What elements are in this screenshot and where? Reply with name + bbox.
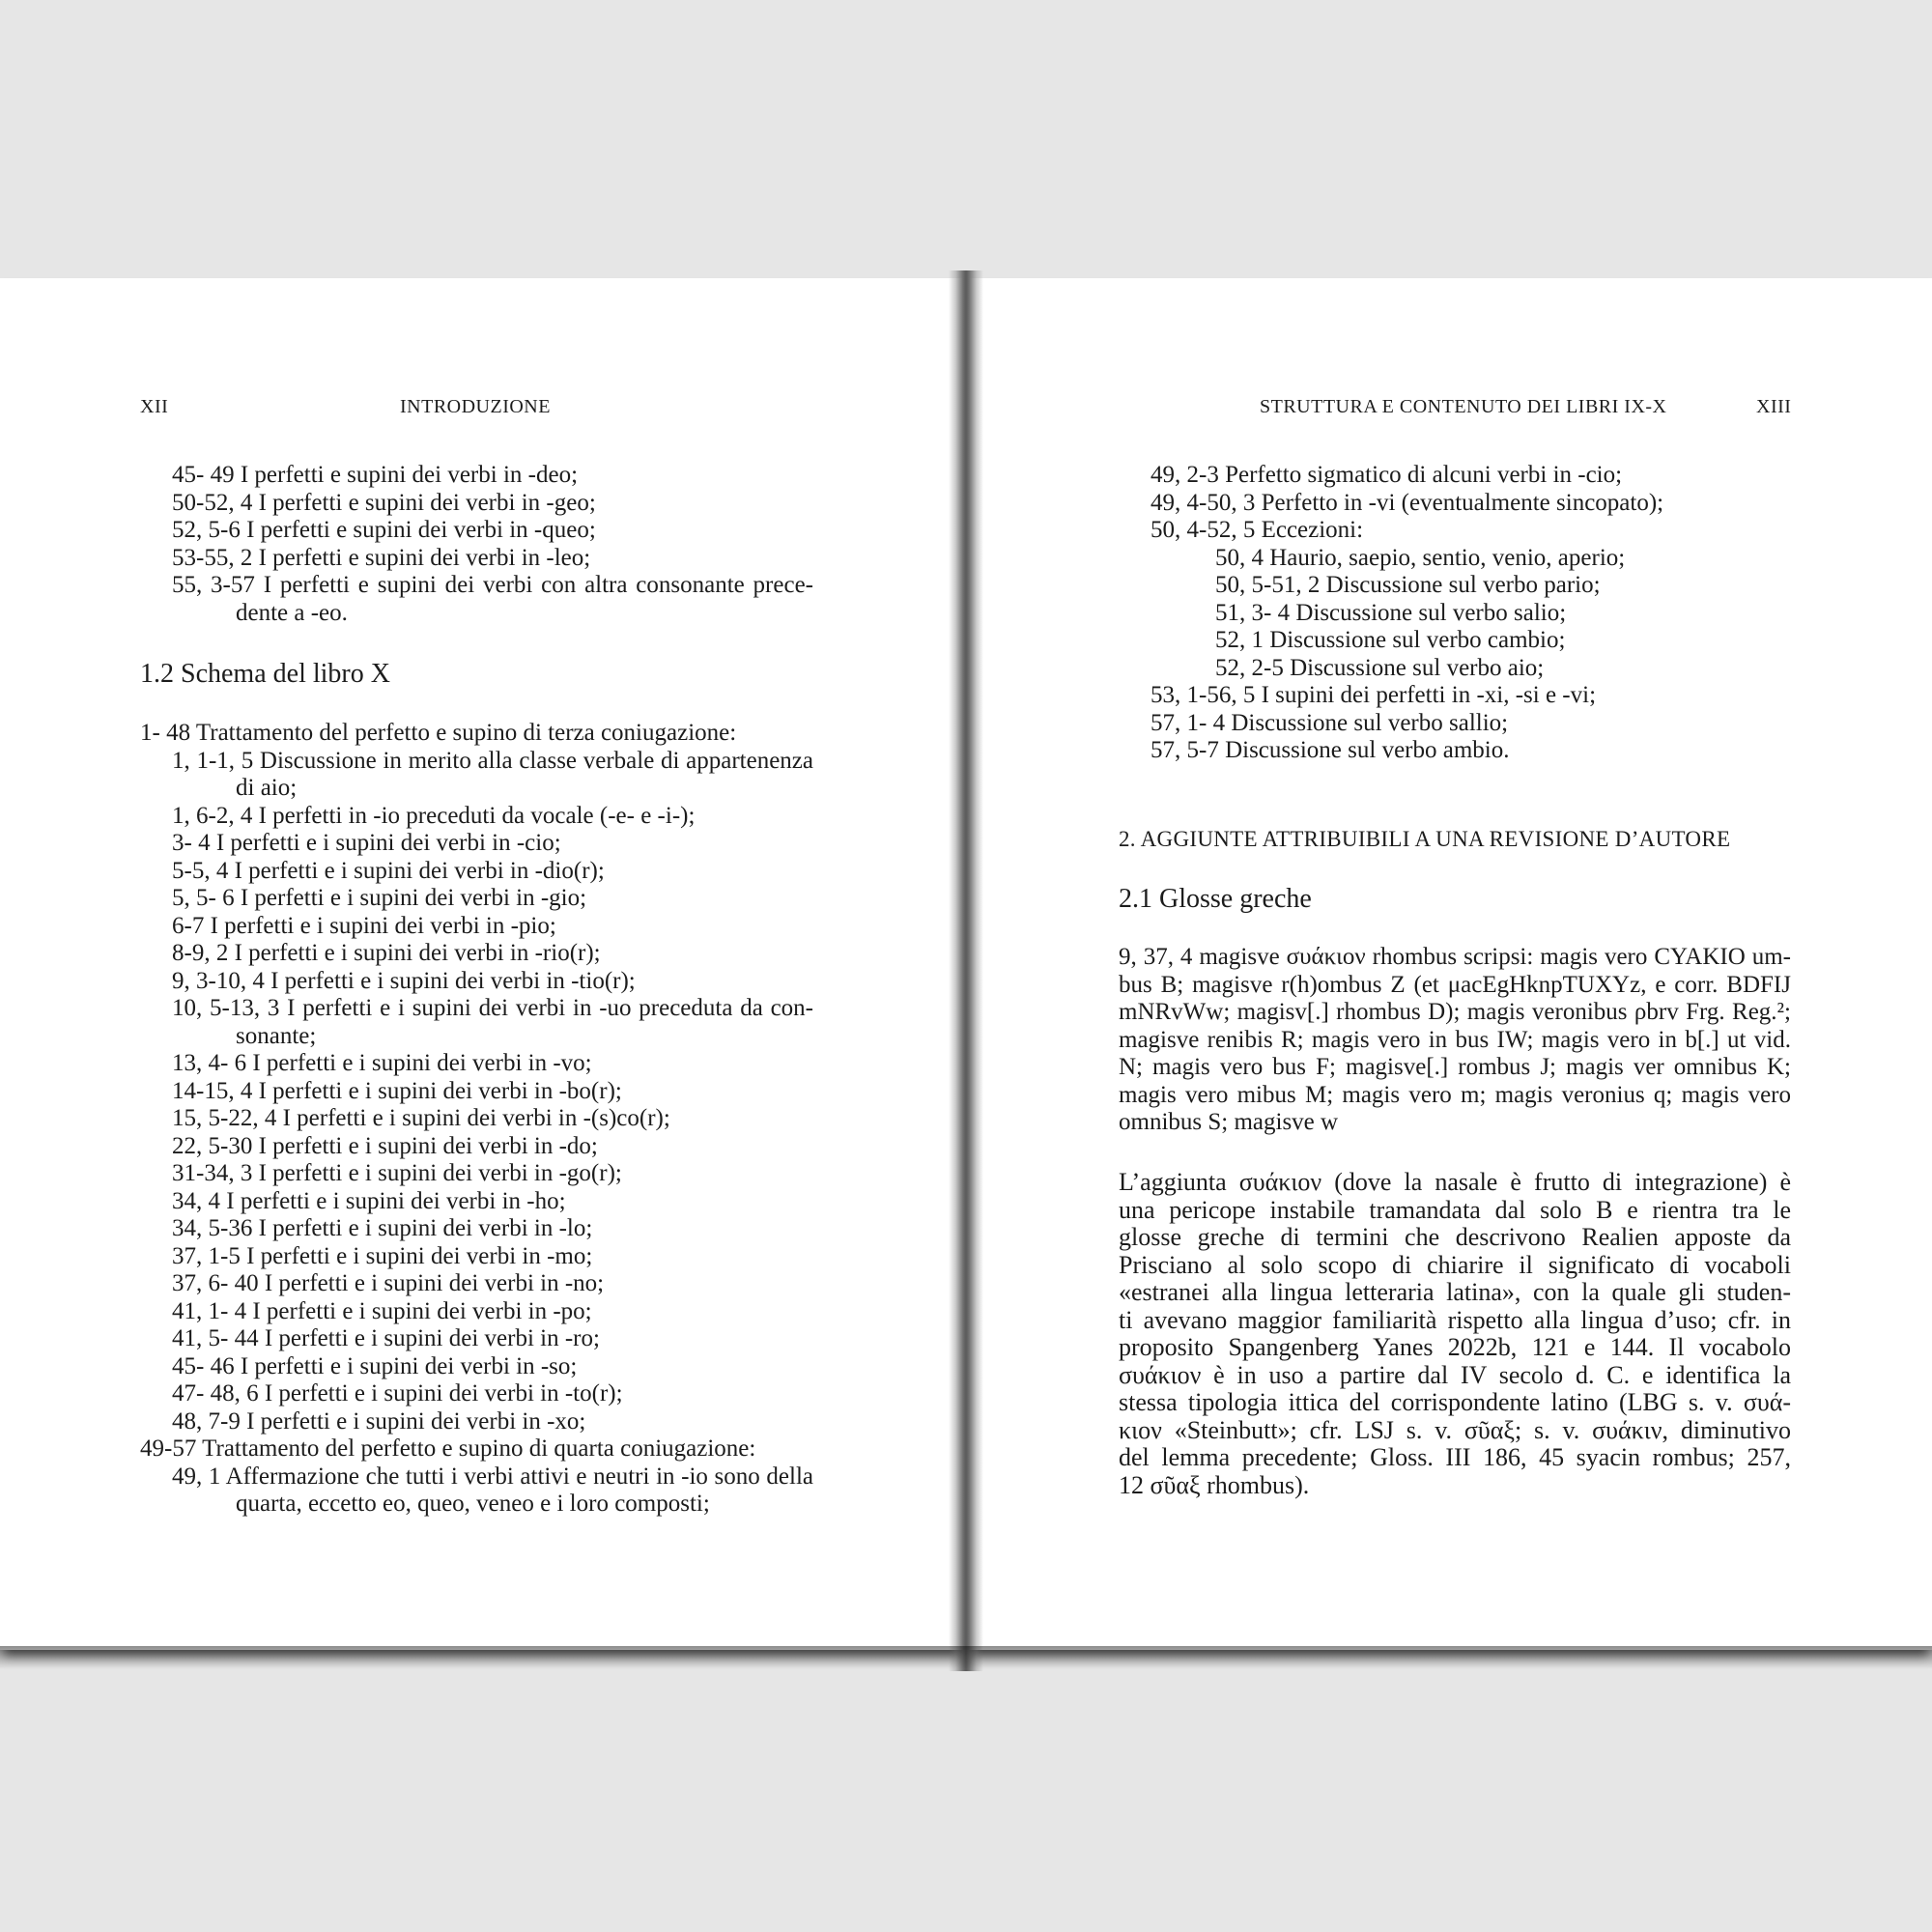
outline-line: 49, 2-3 Perfetto sigmatico di alcuni verbi in -cio; [1151, 462, 1623, 488]
outline-line: 5, 5- 6 I perfetti e i supini dei verbi in -gio; [172, 885, 587, 911]
outline-line: 50, 4 Haurio, saepio, sentio, venio, aperio; [1215, 545, 1626, 571]
paragraph-line: «estranei alla lingua letteraria latina», con la quale gli studen- [1119, 1278, 1791, 1306]
apparatus-line: magisve renibis R; magis vero in bus IW; magis vero in b[.] ut vid. [1119, 1027, 1791, 1053]
outline-line: 55, 3-57 I perfetti e supini dei verbi con altra consonante prece- [172, 572, 813, 598]
apparatus-line: magis vero mibus M; magis vero m; magis veronius q; magis vero [1119, 1082, 1791, 1108]
outline-line: quarta, eccetto eo, queo, veneo e i loro composti; [236, 1491, 710, 1517]
outline-line: 45- 49 I perfetti e supini dei verbi in -deo; [172, 462, 579, 488]
page-number: XII [140, 396, 169, 417]
outline-line: dente a -eo. [236, 600, 348, 626]
outline-line: 51, 3- 4 Discussione sul verbo salio; [1215, 600, 1567, 626]
paragraph-line: stessa tipologia ittica del corrispondente latino (LBG s. v. συά- [1119, 1388, 1791, 1416]
outline-line: 1, 1-1, 5 Discussione in merito alla classe verbale di appartenenza [172, 748, 813, 774]
outline-line: 50, 4-52, 5 Eccezioni: [1151, 517, 1364, 543]
paragraph-line: 12 σῦαξ rhombus). [1119, 1471, 1310, 1499]
spread-shadow [0, 1646, 1932, 1669]
page-number: XIII [1756, 396, 1792, 417]
paragraph-line: una pericope instabile tramandata dal solo B e rientra tra le [1119, 1196, 1791, 1224]
section-heading: 2.1 Glosse greche [1119, 884, 1312, 914]
outline-line: 13, 4- 6 I perfetti e i supini dei verbi in -vo; [172, 1050, 592, 1076]
outline-line: 34, 5-36 I perfetti e i supini dei verbi in -lo; [172, 1215, 593, 1241]
right-page [978, 278, 1932, 1650]
paragraph-line: συάκιον è in uso a partire dal IV secolo d. C. e identifica la [1119, 1361, 1791, 1389]
outline-line: 57, 5-7 Discussione sul verbo ambio. [1151, 737, 1510, 763]
outline-line: 49-57 Trattamento del perfetto e supino di quarta coniugazione: [140, 1435, 756, 1462]
apparatus-line: mNRvWw; magisv[.] rhombus D); magis veronibus ρbrv Frg. Reg.²; [1119, 999, 1791, 1025]
outline-line: 47- 48, 6 I perfetti e i supini dei verbi in -to(r); [172, 1380, 623, 1406]
paragraph-line: Prisciano al solo scopo di chiarire il significato di vocaboli [1119, 1251, 1791, 1279]
chapter-heading: 2. AGGIUNTE ATTRIBUIBILI A UNA REVISIONE D’AUTORE [1119, 827, 1731, 851]
outline-line: 6-7 I perfetti e i supini dei verbi in -pio; [172, 913, 556, 939]
outline-line: 53, 1-56, 5 I supini dei perfetti in -xi, -si e -vi; [1151, 682, 1597, 708]
outline-line: 3- 4 I perfetti e i supini dei verbi in -cio; [172, 830, 561, 856]
apparatus-line: omnibus S; magisve w [1119, 1109, 1339, 1135]
paragraph-line: del lemma precedente; Gloss. III 186, 45 syacin rombus; 257, [1119, 1443, 1791, 1471]
outline-line: 52, 1 Discussione sul verbo cambio; [1215, 627, 1566, 653]
running-title: INTRODUZIONE [400, 396, 551, 417]
outline-line: 37, 6- 40 I perfetti e i supini dei verbi in -no; [172, 1270, 605, 1296]
paragraph-line: ti avevano maggior familiarità rispetto alla lingua d’uso; cfr. in [1119, 1306, 1791, 1334]
paragraph-line: L’aggiunta συάκιον (dove la nasale è frutto di integrazione) è [1119, 1168, 1791, 1196]
outline-line: 1- 48 Trattamento del perfetto e supino di terza coniugazione: [140, 720, 737, 746]
outline-line: 34, 4 I perfetti e i supini dei verbi in -ho; [172, 1188, 566, 1214]
outline-line: 14-15, 4 I perfetti e i supini dei verbi in -bo(r); [172, 1078, 622, 1104]
outline-line: sonante; [236, 1023, 317, 1049]
outline-line: 37, 1-5 I perfetti e i supini dei verbi in -mo; [172, 1243, 593, 1269]
outline-line: di aio; [236, 775, 298, 801]
outline-line: 52, 5-6 I perfetti e supini dei verbi in -queo; [172, 517, 596, 543]
outline-line: 22, 5-30 I perfetti e i supini dei verbi in -do; [172, 1133, 598, 1159]
apparatus-line: 9, 37, 4 magisve συάκιον rhombus scripsi: magis vero CYAKIO um- [1119, 944, 1791, 970]
book-spread [0, 278, 1932, 1650]
paragraph-line: κιον «Steinbutt»; cfr. LSJ s. v. σῦαξ; s. v. συάκιν, diminutivo [1119, 1416, 1791, 1444]
apparatus-line: bus B; magisve r(h)ombus Z (et μacEgHknpTUXYz, e corr. BDFIJ [1119, 972, 1791, 998]
outline-line: 41, 1- 4 I perfetti e i supini dei verbi in -po; [172, 1298, 592, 1324]
outline-line: 45- 46 I perfetti e i supini dei verbi in -so; [172, 1353, 578, 1379]
outline-line: 41, 5- 44 I perfetti e i supini dei verbi in -ro; [172, 1325, 600, 1351]
outline-line: 53-55, 2 I perfetti e supini dei verbi in -leo; [172, 545, 591, 571]
outline-line: 5-5, 4 I perfetti e i supini dei verbi in -dio(r); [172, 858, 605, 884]
outline-line: 49, 1 Affermazione che tutti i verbi attivi e neutri in -io sono della [172, 1463, 813, 1490]
outline-line: 52, 2-5 Discussione sul verbo aio; [1215, 655, 1545, 681]
apparatus-line: N; magis vero bus F; magisve[.] rombus J; magis ver omnibus K; [1119, 1054, 1791, 1080]
outline-line: 57, 1- 4 Discussione sul verbo sallio; [1151, 710, 1509, 736]
outline-line: 10, 5-13, 3 I perfetti e i supini dei verbi in -uo preceduta da con- [172, 995, 813, 1021]
paragraph-line: proposito Spangenberg Yanes 2022b, 121 e 144. Il vocabolo [1119, 1333, 1791, 1361]
paragraph-line: glosse greche di termini che descrivono Realien apposte da [1119, 1223, 1791, 1251]
outline-line: 9, 3-10, 4 I perfetti e i supini dei verbi in -tio(r); [172, 968, 636, 994]
running-title: STRUTTURA E CONTENUTO DEI LIBRI IX-X [1260, 396, 1667, 417]
outline-line: 31-34, 3 I perfetti e i supini dei verbi in -go(r); [172, 1160, 622, 1186]
outline-line: 15, 5-22, 4 I perfetti e i supini dei verbi in -(s)co(r); [172, 1105, 670, 1131]
left-page [0, 278, 954, 1650]
outline-line: 50-52, 4 I perfetti e supini dei verbi in -geo; [172, 490, 596, 516]
outline-line: 49, 4-50, 3 Perfetto in -vi (eventualmente sincopato); [1151, 490, 1664, 516]
outline-line: 1, 6-2, 4 I perfetti in -io preceduti da vocale (-e- e -i-); [172, 803, 696, 829]
outline-line: 48, 7-9 I perfetti e i supini dei verbi in -xo; [172, 1408, 586, 1435]
outline-line: 8-9, 2 I perfetti e i supini dei verbi in -rio(r); [172, 940, 601, 966]
section-heading: 1.2 Schema del libro X [140, 659, 390, 689]
outline-line: 50, 5-51, 2 Discussione sul verbo pario; [1215, 572, 1601, 598]
